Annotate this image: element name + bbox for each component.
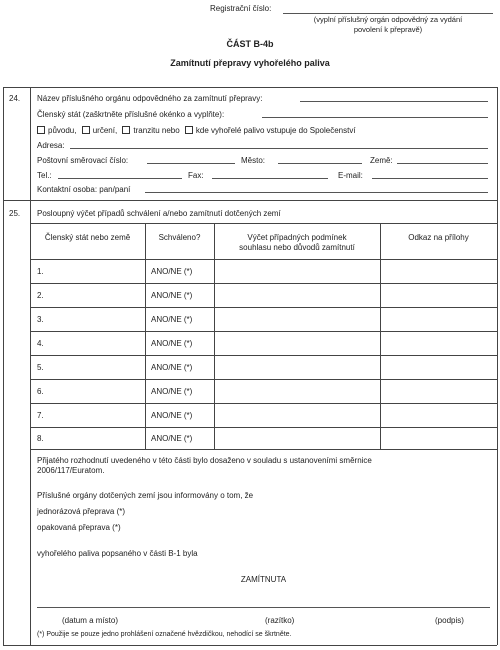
decision-text: Přijatého rozhodnutí uvedeného v této části bylo dosaženo v souladu s ustanoveními směrnice 2006/117/Euratom. [37,456,372,475]
authority-label: Název příslušného orgánu odpovědného za zamítnutí přepravy: [37,94,263,103]
country-label: Země: [370,156,393,165]
checkbox-origin[interactable] [37,126,45,134]
row-number: 7. [37,411,44,420]
approved-value[interactable]: ANO/NE (*) [151,291,193,300]
repeated-shipment-option[interactable]: opakovaná přeprava (*) [37,523,121,532]
frame-right [497,87,498,645]
table-top-line [30,223,497,224]
authority-field[interactable] [300,101,488,102]
approved-value[interactable]: ANO/NE (*) [151,363,193,372]
email-label: E-mail: [338,171,363,180]
fax-field[interactable] [212,178,328,179]
frame-top [3,87,497,88]
member-state-field[interactable] [262,117,488,118]
rejected-label: ZAMÍTNUTA [240,575,287,584]
single-shipment-option[interactable]: jednorázová přeprava (*) [37,507,126,516]
frame-left [3,87,4,645]
section-number: 24. [9,94,21,103]
row-number: 1. [37,267,44,276]
stamp-label: (razítko) [265,616,295,625]
footnote: (*) Použije se pouze jedno prohlášení označené hvězdičkou, nehodící se škrtněte. [37,631,292,638]
member-state-label: Členský stát (zaškrtněte příslušné okénko a vyplňte): [37,110,225,119]
frame-bottom [3,645,497,646]
column-header-state: Členský stát nebo země [44,233,131,242]
member-state-options: původu, určení, tranzitu nebo kde vyhořelé palivo vstupuje do Společenství [37,126,356,135]
section-heading: Posloupný výčet případů schválení a/nebo zamítnutí dotčených zemí [37,209,281,218]
city-field[interactable] [278,163,362,164]
checkbox-destination[interactable] [82,126,90,134]
fuel-text: vyhořelého paliva popsaného v části B-1 byla [37,549,198,558]
address-field[interactable] [70,148,488,149]
row-number: 2. [37,291,44,300]
address-label: Adresa: [37,141,65,150]
row-number: 3. [37,315,44,324]
fax-label: Fax: [188,171,204,180]
number-column-divider [30,87,31,645]
registration-note: (vyplní příslušný orgán odpovědný za vydání povolení k přepravě) [313,15,463,34]
email-field[interactable] [372,178,488,179]
column-header-annexes: Odkaz na přílohy [408,233,469,242]
approved-value[interactable]: ANO/NE (*) [151,315,193,324]
section-number: 25. [9,209,21,218]
approved-value[interactable]: ANO/NE (*) [151,387,193,396]
column-header-approved: Schváleno? [158,233,201,242]
row-number: 4. [37,339,44,348]
part-label: ČÁST B-4b [226,39,274,49]
tel-label: Tel.: [37,171,52,180]
city-label: Město: [241,156,266,165]
postal-label: Poštovní směrovací číslo: [37,156,129,165]
signature-label: (podpis) [435,616,464,625]
row-number: 6. [37,387,44,396]
contact-field[interactable] [145,192,488,193]
column-header-conditions: Výčet případných podmínek souhlasu nebo důvodů zamítnutí [239,233,355,252]
row-number: 8. [37,434,44,443]
checkbox-transit[interactable] [122,126,130,134]
row-number: 5. [37,363,44,372]
approved-value[interactable]: ANO/NE (*) [151,411,193,420]
registration-label: Registrační číslo: [210,4,272,13]
page-title: Zamítnutí přepravy vyhořelého paliva [170,58,330,68]
tel-field[interactable] [58,178,182,179]
approved-value[interactable]: ANO/NE (*) [151,339,193,348]
checkbox-entry[interactable] [185,126,193,134]
country-field[interactable] [397,163,488,164]
postal-field[interactable] [147,163,235,164]
approved-value[interactable]: ANO/NE (*) [151,267,193,276]
informed-text: Příslušné orgány dotčených zemí jsou informovány o tom, že [37,491,254,500]
registration-field[interactable] [283,13,493,14]
signature-line[interactable] [37,607,490,608]
table-header-line [30,259,497,260]
table-bottom-line [30,449,497,450]
approved-value[interactable]: ANO/NE (*) [151,434,193,443]
contact-label: Kontaktní osoba: pan/paní [37,185,131,194]
section-divider [3,200,497,201]
date-place-label: (datum a místo) [62,616,119,625]
